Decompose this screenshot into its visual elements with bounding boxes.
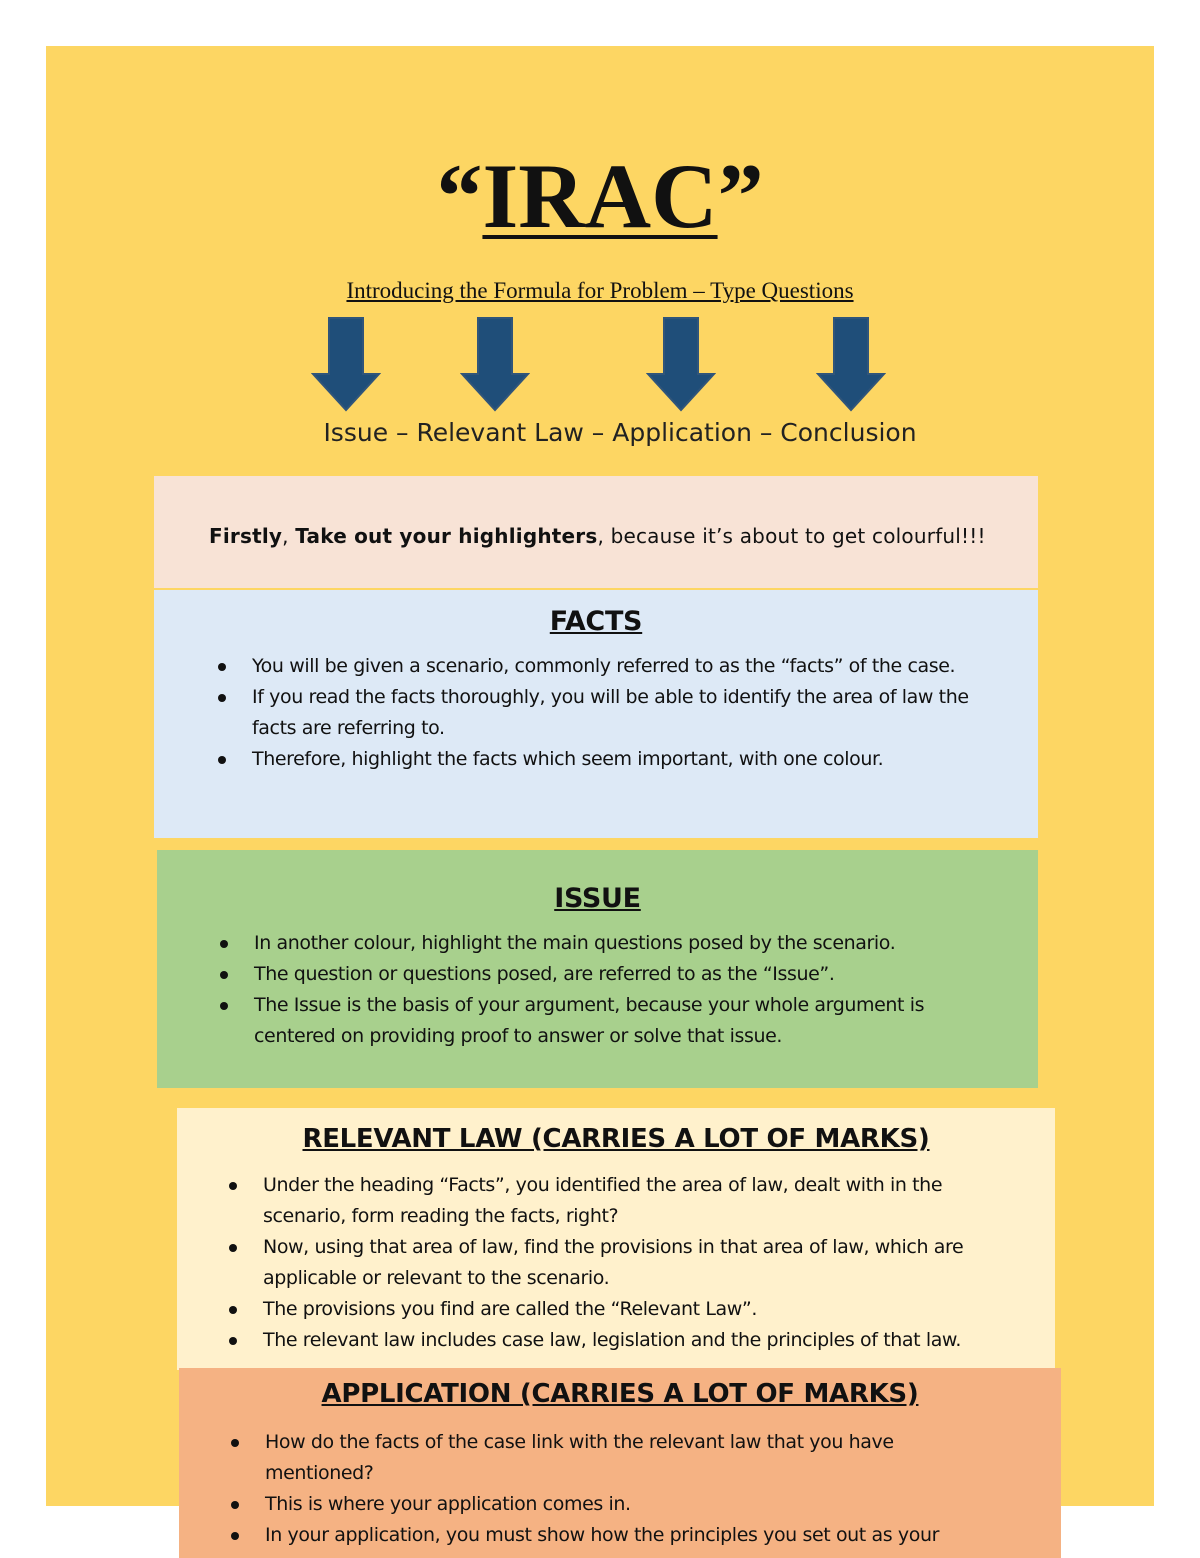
issue-list (215, 928, 995, 1052)
list-item: In your application, you must show how the principles you set out as your (226, 1520, 986, 1551)
irac-steps-line: Issue – Relevant Law – Application – Conclusion (323, 418, 917, 447)
issue-heading: ISSUE (554, 883, 641, 914)
list-item: Now, using that area of law, find the provisions in that area of law, which are applicable or relevant to the scenario. (224, 1232, 1024, 1294)
facts-section (154, 590, 1038, 838)
list-item: The relevant law includes case law, legislation and the principles of that law. (224, 1325, 1024, 1356)
down-arrow-icon (460, 316, 530, 412)
list-item: The provisions you find are called the “Relevant Law”. (224, 1294, 1024, 1325)
down-arrow-icon (646, 316, 716, 412)
subtitle: Introducing the Formula for Problem – Type Questions (346, 278, 854, 303)
relevant-law-list (224, 1170, 1024, 1356)
down-arrow-icon (816, 316, 886, 412)
list-item: You will be given a scenario, commonly referred to as the “facts” of the case. (213, 651, 1003, 682)
down-arrow-icon (311, 316, 381, 412)
title-open-quote: “ (436, 145, 483, 247)
title-text: IRAC (482, 145, 718, 247)
list-item: How do the facts of the case link with the relevant law that you have mentioned? (226, 1427, 986, 1489)
facts-list (213, 651, 1003, 775)
page-title (0, 145, 1200, 247)
application-list (226, 1427, 986, 1551)
relevant-law-section (177, 1108, 1055, 1370)
intro-rest: , because it’s about to get colourful!!! (597, 524, 986, 548)
issue-section (157, 850, 1038, 1088)
intro-comma: , (282, 524, 296, 548)
list-item: The question or questions posed, are referred to as the “Issue”. (215, 959, 995, 990)
intro-firstly: Firstly (209, 524, 283, 548)
facts-heading: FACTS (549, 606, 643, 637)
list-item: Therefore, highlight the facts which seem important, with one colour. (213, 744, 1003, 775)
application-heading: APPLICATION (CARRIES A LOT OF MARKS) (321, 1379, 919, 1409)
relevant-law-heading: RELEVANT LAW (CARRIES A LOT OF MARKS) (302, 1124, 930, 1154)
application-section (179, 1368, 1061, 1558)
list-item: This is where your application comes in. (226, 1489, 986, 1520)
intro-highlighters: Take out your highlighters (295, 524, 598, 548)
list-item: Under the heading “Facts”, you identified the area of law, dealt with in the scenario, form reading the facts, right? (224, 1170, 1024, 1232)
title-close-quote: ” (717, 145, 764, 247)
list-item: In another colour, highlight the main questions posed by the scenario. (215, 928, 995, 959)
list-item: The Issue is the basis of your argument, because your whole argument is centered on providing proof to answer or solve that issue. (215, 990, 995, 1052)
intro-text (209, 524, 986, 548)
intro-box (154, 476, 1038, 588)
list-item: If you read the facts thoroughly, you will be able to identify the area of law the facts are referring to. (213, 682, 1003, 744)
